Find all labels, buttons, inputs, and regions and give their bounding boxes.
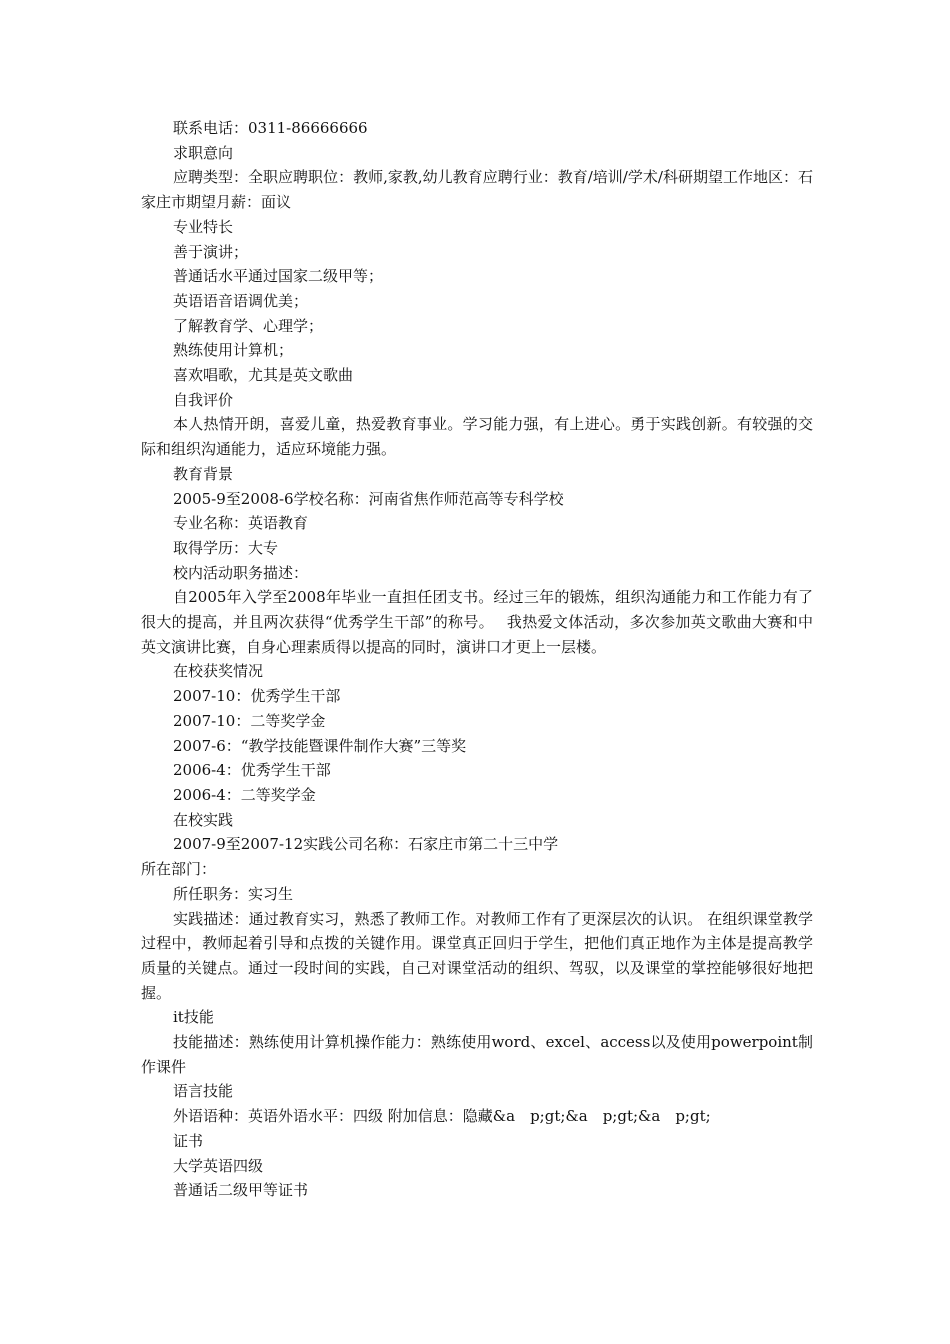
section-heading-specialties: 专业特长: [173, 217, 234, 236]
specialty-item: 熟练使用计算机；: [173, 341, 294, 360]
section-heading-practice: 在校实践: [173, 810, 234, 829]
language-skills-details: 外语语种：英语外语水平：四级 附加信息：隐藏&a p;gt;&a p;gt;&a p;gt;: [173, 1107, 711, 1126]
education-major: 专业名称：英语教育: [173, 514, 309, 533]
campus-activity-text: 自2005年入学至2008年毕业一直担任团支书。经过三年的锻炼，组织沟通能力和工作能力有了很大的提高，并且两次获得“优秀学生干部”的称号。 我热爱文体活动，多次参加英文歌曲大赛和中英文演讲比赛，自身心理素质得以提高的同时，演讲口才更上一层楼。: [141, 588, 813, 656]
section-heading-job-intention: 求职意向: [173, 143, 234, 162]
specialty-item: 善于演讲；: [173, 242, 249, 261]
section-heading-awards: 在校获奖情况: [173, 662, 264, 681]
practice-company: 2007-9至2007-12实践公司名称：石家庄市第二十三中学: [173, 835, 559, 854]
it-skills-description: 技能描述：熟练使用计算机操作能力：熟练使用word、excel、access以及使用powerpoint制作课件: [141, 1033, 813, 1076]
section-heading-self-evaluation: 自我评价: [173, 390, 234, 409]
award-item: 2006-4：优秀学生干部: [173, 761, 331, 780]
education-school: 2005-9至2008-6学校名称：河南省焦作师范高等专科学校: [173, 489, 564, 508]
practice-description: 实践描述：通过教育实习，熟悉了教师工作。对教师工作有了更深层次的认识。 在组织课堂教学过程中，教师起着引导和点拨的关键作用。课堂真正回归于学生，把他们真正地作为主体是提高教学质量的关键点。通过一段时间的实践，自己对课堂活动的组织、驾驭，以及课堂的掌控能够很好地把握。: [141, 909, 813, 1002]
certificate-item: 普通话二级甲等证书: [173, 1181, 309, 1200]
award-item: 2007-10：二等奖学金: [173, 711, 326, 730]
award-item: 2006-4：二等奖学金: [173, 785, 316, 804]
specialty-item: 喜欢唱歌，尤其是英文歌曲: [173, 366, 354, 385]
section-heading-certificates: 证书: [173, 1131, 204, 1150]
award-item: 2007-10：优秀学生干部: [173, 687, 341, 706]
award-item: 2007-6：“教学技能暨课件制作大赛”三等奖: [173, 736, 467, 755]
campus-activity-label: 校内活动职务描述：: [173, 563, 309, 582]
practice-position: 所任职务：实习生: [173, 884, 294, 903]
resume-document: [141, 116, 813, 1203]
specialty-item: 英语语音语调优美；: [173, 291, 309, 310]
section-heading-education: 教育背景: [173, 464, 234, 483]
specialty-item: 普通话水平通过国家二级甲等；: [173, 267, 384, 286]
section-heading-language-skills: 语言技能: [173, 1082, 234, 1101]
job-intention-details: 应聘类型：全职应聘职位：教师,家教,幼儿教育应聘行业：教育/培训/学术/科研期望工作地区：石家庄市期望月薪：面议: [141, 168, 813, 212]
specialty-item: 了解教育学、心理学；: [173, 316, 324, 335]
section-heading-it-skills: it技能: [173, 1008, 214, 1027]
self-evaluation-text: 本人热情开朗，喜爱儿童，热爱教育事业。学习能力强，有上进心。勇于实践创新。有较强的交际和组织沟通能力，适应环境能力强。: [141, 415, 813, 459]
education-degree: 取得学历：大专: [173, 538, 279, 557]
certificate-item: 大学英语四级: [173, 1156, 264, 1175]
contact-phone: 联系电话：0311-86666666: [173, 119, 368, 137]
practice-department: 所在部门：: [141, 860, 217, 879]
